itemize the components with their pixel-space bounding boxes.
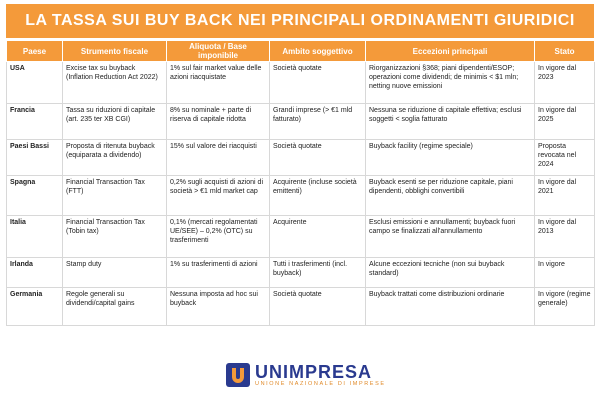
cell-strumento: Regole generali su dividendi/capital gains <box>63 288 167 326</box>
header-ambito: Ambito soggettivo <box>270 41 366 62</box>
cell-eccezioni: Alcune eccezioni tecniche (non sui buyback standard) <box>366 258 535 288</box>
table-row <box>7 288 595 326</box>
cell-strumento: Excise tax su buyback (Inflation Reduction Act 2022) <box>63 62 167 104</box>
cell-aliquota: 8% su nominale + parte di riserva di capitale ridotta <box>167 104 270 140</box>
cell-paese: Italia <box>7 216 63 258</box>
cell-eccezioni: Riorganizzazioni §368; piani dipendenti/ESOP; operazioni come dividendi; de minimis < $1 mln; netting nuove emissioni <box>366 62 535 104</box>
cell-paese: Spagna <box>7 176 63 216</box>
cell-strumento: Tassa su riduzioni di capitale (art. 235 ter XB CGI) <box>63 104 167 140</box>
cell-eccezioni: Buyback facility (regime speciale) <box>366 140 535 176</box>
cell-stato: In vigore dal 2023 <box>535 62 595 104</box>
header-row <box>7 41 595 62</box>
cell-eccezioni: Buyback esenti se per riduzione capitale, piani dipendenti, obblighi convertibili <box>366 176 535 216</box>
header-aliquota: Aliquota / Base imponibile <box>167 41 270 62</box>
cell-stato: In vigore dal 2013 <box>535 216 595 258</box>
cell-ambito: Tutti i trasferimenti (incl. buyback) <box>270 258 366 288</box>
cell-aliquota: 0,2% sugli acquisti di azioni di società > €1 mld market cap <box>167 176 270 216</box>
cell-aliquota: 1% su trasferimenti di azioni <box>167 258 270 288</box>
header-eccezioni: Eccezioni principali <box>366 41 535 62</box>
cell-ambito: Società quotate <box>270 140 366 176</box>
cell-strumento: Financial Transaction Tax (FTT) <box>63 176 167 216</box>
cell-stato: In vigore dal 2025 <box>535 104 595 140</box>
cell-eccezioni: Buyback trattati come distribuzioni ordinarie <box>366 288 535 326</box>
cell-aliquota: Nessuna imposta ad hoc sui buyback <box>167 288 270 326</box>
cell-aliquota: 0,1% (mercati regolamentati UE/SEE) – 0,2% (OTC) su trasferimenti <box>167 216 270 258</box>
cell-stato: In vigore (regime generale) <box>535 288 595 326</box>
cell-aliquota: 1% sul fair market value delle azioni riacquistate <box>167 62 270 104</box>
cell-ambito: Società quotate <box>270 288 366 326</box>
table-row <box>7 62 595 104</box>
unimpresa-logo-icon <box>225 362 251 388</box>
table-row <box>7 140 595 176</box>
cell-paese: Paesi Bassi <box>7 140 63 176</box>
cell-paese: USA <box>7 62 63 104</box>
cell-ambito: Acquirente <box>270 216 366 258</box>
cell-eccezioni: Esclusi emissioni e annullamenti; buyback fuori campo se finalizzati all'annullamento <box>366 216 535 258</box>
cell-stato: Proposta revocata nel 2024 <box>535 140 595 176</box>
table-row <box>7 258 595 288</box>
cell-strumento: Stamp duty <box>63 258 167 288</box>
cell-paese: Irlanda <box>7 258 63 288</box>
table-row <box>7 216 595 258</box>
cell-paese: Francia <box>7 104 63 140</box>
header-stato: Stato <box>535 41 595 62</box>
logo-subtitle: UNIONE NAZIONALE DI IMPRESE <box>255 380 386 387</box>
cell-aliquota: 15% sul valore dei riacquisti <box>167 140 270 176</box>
cell-ambito: Grandi imprese (> €1 mld fatturato) <box>270 104 366 140</box>
cell-ambito: Società quotate <box>270 62 366 104</box>
header-paese: Paese <box>7 41 63 62</box>
cell-stato: In vigore <box>535 258 595 288</box>
table-row <box>7 104 595 140</box>
title-banner <box>6 4 594 38</box>
logo-name: UNIMPRESA <box>255 361 373 382</box>
cell-strumento: Proposta di ritenuta buyback (equiparata a dividendo) <box>63 140 167 176</box>
cell-strumento: Financial Transaction Tax (Tobin tax) <box>63 216 167 258</box>
header-strumento: Strumento fiscale <box>63 41 167 62</box>
cell-eccezioni: Nessuna se riduzione di capitale effettiva; esclusi soggetti < soglia fatturato <box>366 104 535 140</box>
comparison-table <box>6 40 595 326</box>
cell-stato: In vigore dal 2021 <box>535 176 595 216</box>
cell-paese: Germania <box>7 288 63 326</box>
table-row <box>7 176 595 216</box>
page-title: LA TASSA SUI BUY BACK NEI PRINCIPALI ORDINAMENTI GIURIDICI <box>25 12 575 29</box>
cell-ambito: Acquirente (incluse società emittenti) <box>270 176 366 216</box>
unimpresa-logo <box>225 360 386 390</box>
